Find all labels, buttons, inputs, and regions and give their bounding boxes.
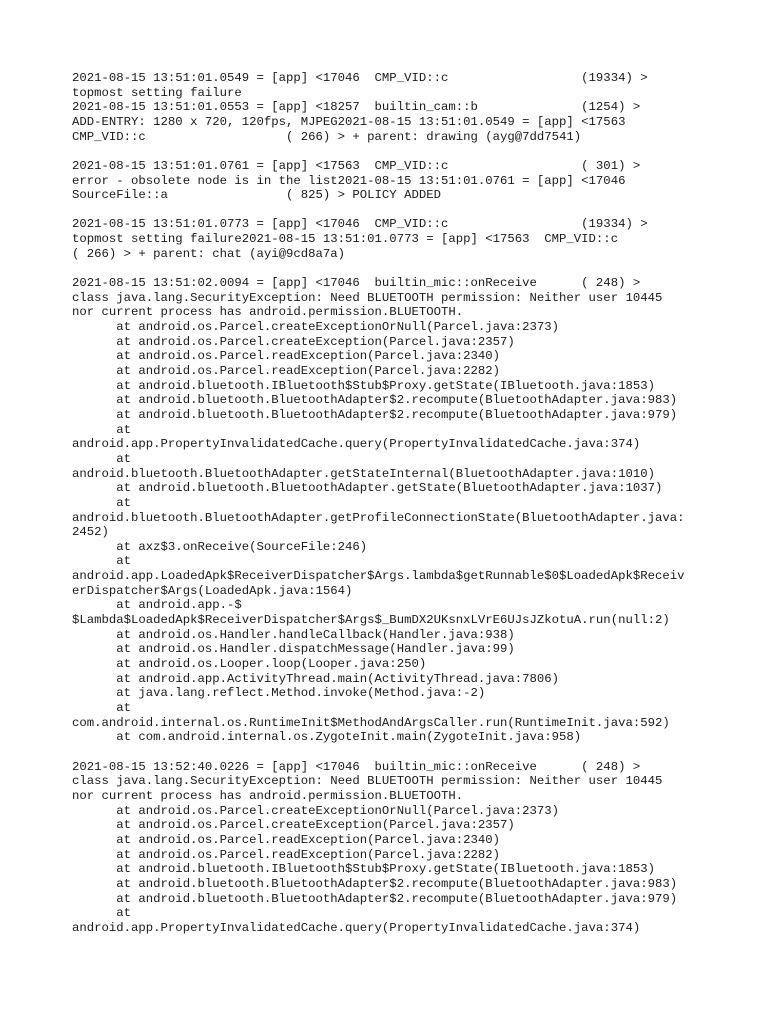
log-line: at android.bluetooth.BluetoothAdapter$2.recompute(BluetoothAdapter.java:983) (72, 393, 678, 408)
log-line: at android.os.Handler.dispatchMessage(Handler.java:99) (72, 642, 515, 657)
log-line: at android.os.Parcel.createExceptionOrNull(Parcel.java:2373) (72, 319, 560, 334)
log-document (72, 71, 712, 950)
log-line: android.app.LoadedApk$ReceiverDispatcher$Args.lambda$getRunnable$0$LoadedApk$Receiv (72, 569, 685, 584)
log-line: nor current process has android.permission.BLUETOOTH. (72, 305, 464, 320)
log-line: 2021-08-15 13:52:40.0226 = [app] <17046 builtin_mic::onReceive ( 248) > (72, 759, 641, 774)
log-line: at (72, 906, 132, 921)
log-line: at android.os.Parcel.readException(Parcel.java:2282) (72, 363, 501, 378)
log-line: 2021-08-15 13:51:01.0553 = [app] <18257 builtin_cam::b (1254) > (72, 100, 641, 115)
log-line: at android.os.Parcel.readException(Parcel.java:2340) (72, 349, 501, 364)
log-line: nor current process has android.permission.BLUETOOTH. (72, 788, 464, 803)
log-line: android.app.PropertyInvalidatedCache.query(PropertyInvalidatedCache.java:374) (72, 437, 641, 452)
log-line: class java.lang.SecurityException: Need BLUETOOTH permission: Neither user 10445 (72, 290, 663, 305)
log-line: at java.lang.reflect.Method.invoke(Method.java:-2) (72, 686, 486, 701)
log-line: android.bluetooth.BluetoothAdapter.getProfileConnectionState(BluetoothAdapter.java: (72, 510, 685, 525)
log-line: at android.bluetooth.IBluetooth$Stub$Proxy.getState(IBluetooth.java:1853) (72, 378, 655, 393)
log-line: 2021-08-15 13:51:01.0549 = [app] <17046 CMP_VID::c (19334) > (72, 71, 648, 85)
log-entry (72, 217, 712, 261)
log-line: at android.os.Parcel.readException(Parcel.java:2340) (72, 832, 501, 847)
log-entry (72, 159, 712, 203)
log-line: at android.os.Parcel.createExceptionOrNull(Parcel.java:2373) (72, 803, 560, 818)
log-line: at android.os.Handler.handleCallback(Handler.java:938) (72, 627, 515, 642)
log-line: topmost setting failure (72, 85, 242, 100)
log-entry (72, 276, 712, 745)
log-line: ( 266) > + parent: chat (ayi@9cd8a7a) (72, 246, 346, 261)
log-line: at (72, 554, 132, 569)
log-line: at android.bluetooth.BluetoothAdapter.getState(BluetoothAdapter.java:1037) (72, 481, 663, 496)
log-line: 2452) (72, 525, 109, 540)
log-line: 2021-08-15 13:51:02.0094 = [app] <17046 builtin_mic::onReceive ( 248) > (72, 276, 641, 290)
log-entry (72, 71, 712, 144)
log-line: at com.android.internal.os.ZygoteInit.main(ZygoteInit.java:958) (72, 730, 582, 745)
log-line: at android.os.Parcel.readException(Parcel.java:2282) (72, 847, 501, 862)
log-line: at axz$3.onReceive(SourceFile:246) (72, 539, 368, 554)
log-line: class java.lang.SecurityException: Need BLUETOOTH permission: Neither user 10445 (72, 774, 663, 789)
log-line: erDispatcher$Args(LoadedApk.java:1564) (72, 583, 353, 598)
log-line: 2021-08-15 13:51:01.0761 = [app] <17563 CMP_VID::c ( 301) > (72, 158, 641, 173)
log-line: error - obsolete node is in the list2021-08-15 13:51:01.0761 = [app] <17046 (72, 173, 626, 188)
log-line: at android.app.-$ (72, 598, 242, 613)
log-line: at android.bluetooth.BluetoothAdapter$2.recompute(BluetoothAdapter.java:983) (72, 876, 678, 891)
log-line: android.app.PropertyInvalidatedCache.query(PropertyInvalidatedCache.java:374) (72, 920, 641, 935)
log-line: at android.bluetooth.IBluetooth$Stub$Proxy.getState(IBluetooth.java:1853) (72, 862, 655, 877)
log-line: topmost setting failure2021-08-15 13:51:01.0773 = [app] <17563 CMP_VID::c (72, 232, 619, 247)
log-line: at android.bluetooth.BluetoothAdapter$2.recompute(BluetoothAdapter.java:979) (72, 891, 678, 906)
log-line: at (72, 451, 132, 466)
log-line: at android.os.Parcel.createException(Parcel.java:2357) (72, 818, 515, 833)
log-line: at android.bluetooth.BluetoothAdapter$2.recompute(BluetoothAdapter.java:979) (72, 407, 678, 422)
log-line: ADD-ENTRY: 1280 x 720, 120fps, MJPEG2021-08-15 13:51:01.0549 = [app] <17563 (72, 114, 626, 129)
log-line: 2021-08-15 13:51:01.0773 = [app] <17046 CMP_VID::c (19334) > (72, 217, 648, 232)
log-line: android.bluetooth.BluetoothAdapter.getStateInternal(BluetoothAdapter.java:1010) (72, 466, 655, 481)
log-line: at android.app.ActivityThread.main(ActivityThread.java:7806) (72, 671, 560, 686)
log-line: at (72, 701, 132, 716)
log-line: at android.os.Looper.loop(Looper.java:250) (72, 657, 427, 672)
log-line: SourceFile::a ( 825) > POLICY ADDED (72, 188, 441, 203)
log-line: at (72, 422, 132, 437)
log-line: at (72, 495, 132, 510)
log-line: CMP_VID::c ( 266) > + parent: drawing (ayg@7dd7541) (72, 129, 582, 144)
log-line: at android.os.Parcel.createException(Parcel.java:2357) (72, 334, 515, 349)
log-line: $Lambda$LoadedApk$ReceiverDispatcher$Args$_BumDX2UKsnxLVrE6UJsJZkotuA.run(null:2) (72, 613, 670, 628)
log-entry (72, 760, 712, 936)
log-line: com.android.internal.os.RuntimeInit$MethodAndArgsCaller.run(RuntimeInit.java:592) (72, 715, 670, 730)
